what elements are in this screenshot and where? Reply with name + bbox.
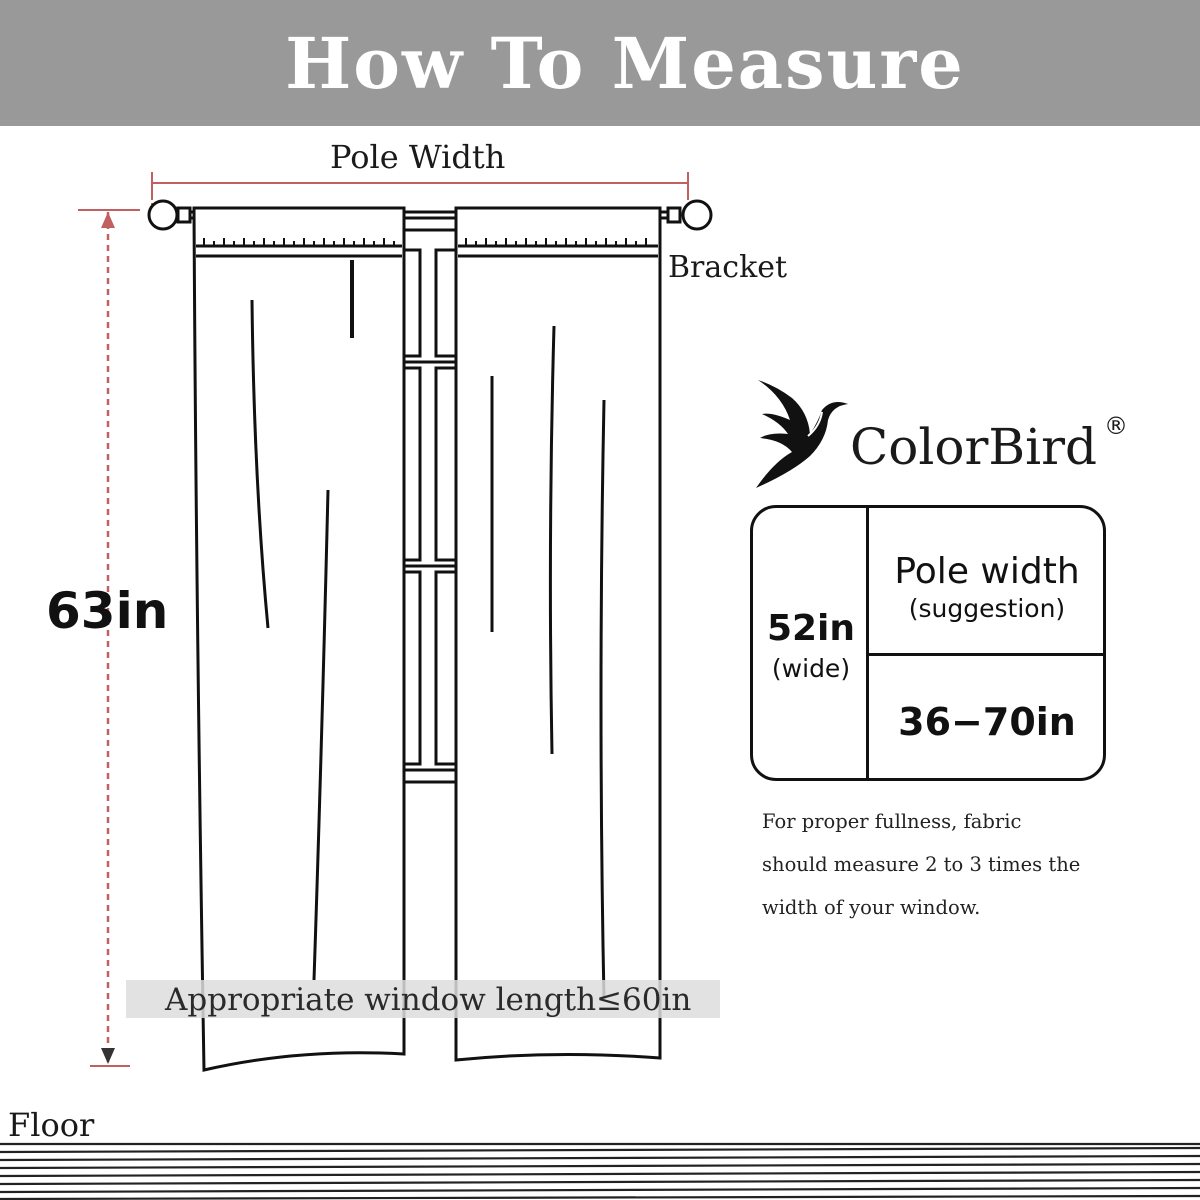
- spec-width-value: 52in: [766, 608, 856, 649]
- fullness-note: [762, 800, 1142, 929]
- bird-logo-icon: [752, 376, 852, 491]
- note-line: For proper fullness, fabric: [762, 810, 1022, 833]
- page-title: How To Measure: [285, 22, 965, 105]
- spec-table: [750, 505, 1106, 781]
- bracket-label: Bracket: [668, 250, 788, 285]
- pole-width-label: Pole Width: [330, 138, 506, 176]
- window-length-label: Appropriate window length≤60in: [165, 982, 692, 1018]
- note-line: width of your window.: [762, 896, 981, 919]
- spec-divider-horizontal: [866, 653, 1106, 656]
- spec-pole-width-range: 36−70in: [898, 700, 1076, 744]
- note-line: should measure 2 to 3 times the: [762, 853, 1081, 876]
- brand-name: ColorBird: [850, 418, 1097, 476]
- floor-label: Floor: [8, 1106, 95, 1144]
- spec-width-note: (wide): [771, 654, 851, 683]
- spec-pole-width-note: (suggestion): [908, 594, 1066, 623]
- spec-pole-width-header: Pole width: [894, 551, 1080, 592]
- right-curtain-panel: [456, 208, 660, 1060]
- height-label: 63in: [46, 582, 169, 640]
- registered-mark: ®: [1104, 412, 1128, 440]
- floor-stripes: [0, 1144, 1200, 1199]
- window-frame: [400, 230, 456, 782]
- left-curtain-panel: [194, 208, 404, 1070]
